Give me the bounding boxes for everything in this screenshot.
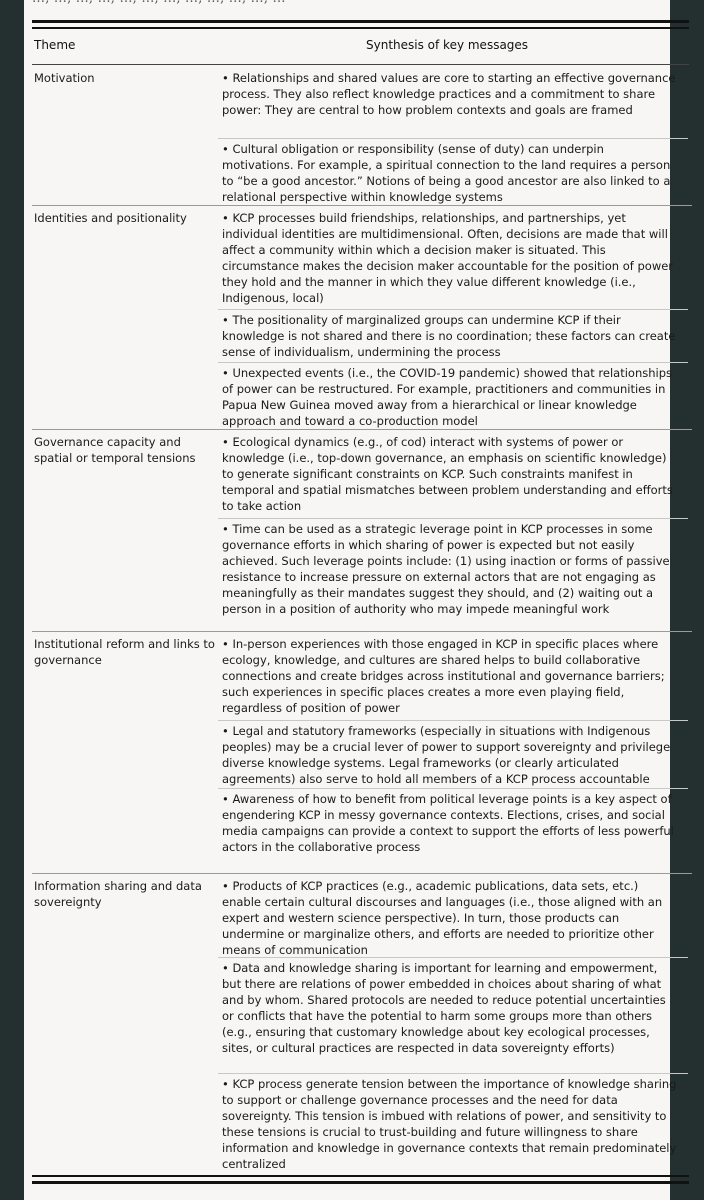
bottom-rule-thin	[32, 1175, 689, 1177]
bottom-rule	[32, 1181, 689, 1184]
cropped-citation-line	[32, 0, 672, 6]
message-divider	[218, 518, 688, 519]
message-divider	[218, 957, 688, 958]
theme-cell: Identities and positionality	[34, 211, 187, 225]
message-cell: • KCP process generate tension between the importance of knowledge sharing to support or challenge governance processes and the need for data sovereignty. This tension is imbued with relations of power, and sensitivity to these tensions is crucial to trust-building and future willingness to share information and knowledge in governance contexts that remain predominately centralized	[222, 1077, 677, 1171]
message-cell: • The positionality of marginalized groups can undermine KCP if their knowledge is not shared and there is no coordination; these factors can create sense of individualism, undermining the process	[222, 313, 676, 359]
message-cell: • Unexpected events (i.e., the COVID-19 pandemic) showed that relationships of power can be restructured. For example, practitioners and communities in Papua New Guinea moved away from a hierarchical or linear knowledge approach and toward a co-production model	[222, 366, 673, 428]
header-synthesis: Synthesis of key messages	[366, 38, 529, 52]
message-divider	[218, 720, 688, 721]
row-separator	[32, 631, 692, 632]
row-separator	[32, 429, 692, 430]
row-separator	[32, 205, 692, 206]
message-cell: • Data and knowledge sharing is important for learning and empowerment, but there are relations of power embedded in choices about sharing of what and by whom. Shared protocols are needed to reduce potential uncertainties or conflicts that have the potential to harm some groups more than others (e.g., ensuring that customary knowledge about key ecological processes, sites, or cultural practices are respected in data sovereignty efforts)	[222, 961, 666, 1055]
message-divider	[218, 309, 688, 310]
theme-cell: Motivation	[34, 71, 95, 85]
document-page	[24, 0, 677, 1200]
message-cell: • Ecological dynamics (e.g., of cod) interact with systems of power or knowledge (i.e., top-down governance, an emphasis on scientific knowledge) to generate significant constraints on KCP. Such constraints manifest in temporal and spatial mismatches between problem understanding and efforts to take action	[222, 435, 673, 513]
theme-cell: Governance capacity and spatial or temporal tensions	[34, 435, 196, 465]
message-cell: • Time can be used as a strategic leverage point in KCP processes in some governance efforts in which sharing of power is expected but not easily achieved. Such leverage points include: (1) using inaction or forms of passive resistance to increase pressure on external actors that are not engaging as meaningfully as their mandates suggest they should, and (2) waiting out a person in a position of authority who may impede meaningful work	[222, 522, 670, 616]
theme-cell: Information sharing and data sovereignty	[34, 879, 202, 909]
header-rule	[32, 64, 689, 65]
theme-cell: Institutional reform and links to governance	[34, 637, 215, 667]
message-cell: • Products of KCP practices (e.g., academic publications, data sets, etc.) enable certain cultural discourses and languages (i.e., those aligned with an expert and western science perspective). In turn, those products can undermine or marginalize others, and efforts are needed to prioritize other means of communication	[222, 879, 663, 957]
message-cell: • Relationships and shared values are core to starting an effective governance process. They also reflect knowledge practices and a commitment to share power: They are central to how problem contexts and goals are framed	[222, 71, 676, 117]
header-theme: Theme	[34, 38, 76, 52]
message-cell: • In-person experiences with those engaged in KCP in specific places where ecology, knowledge, and cultures are shared helps to build collaborative connections and create bridges across institutional and governance barriers; such experiences in specific places creates a more even playing field, regardless of position of power	[222, 637, 665, 715]
message-divider	[218, 362, 688, 363]
message-cell: • Cultural obligation or responsibility (sense of duty) can underpin motivations. For example, a spiritual connection to the land requires a person to “be a good ancestor.” Notions of being a good ancestor are also linked to a relational perspective within knowledge systems	[222, 142, 671, 204]
message-cell: • KCP processes build friendships, relationships, and partnerships, yet individual identities are multidimensional. Often, decisions are made that will affect a community within which a decision maker is situated. This circumstance makes the decision maker accountable for the position of power they hold and the manner in which they value different knowledge (i.e., Indigenous, local)	[222, 211, 674, 305]
row-separator	[32, 873, 692, 874]
message-divider	[218, 788, 688, 789]
message-cell: • Awareness of how to benefit from political leverage points is a key aspect of engendering KCP in messy governance contexts. Elections, crises, and social media campaigns can provide a context to support the efforts of less powerful actors in the collaborative process	[222, 792, 674, 854]
message-divider	[218, 138, 688, 139]
message-cell: • Legal and statutory frameworks (especially in situations with Indigenous peoples) may be a crucial lever of power to support sovereignty and privilege diverse knowledge systems. Legal frameworks (or clearly articulated agreements) also serve to hold all members of a KCP process accountable	[222, 724, 671, 786]
message-divider	[218, 1073, 688, 1074]
top-rule-thin	[32, 27, 689, 29]
top-rule	[32, 20, 689, 23]
